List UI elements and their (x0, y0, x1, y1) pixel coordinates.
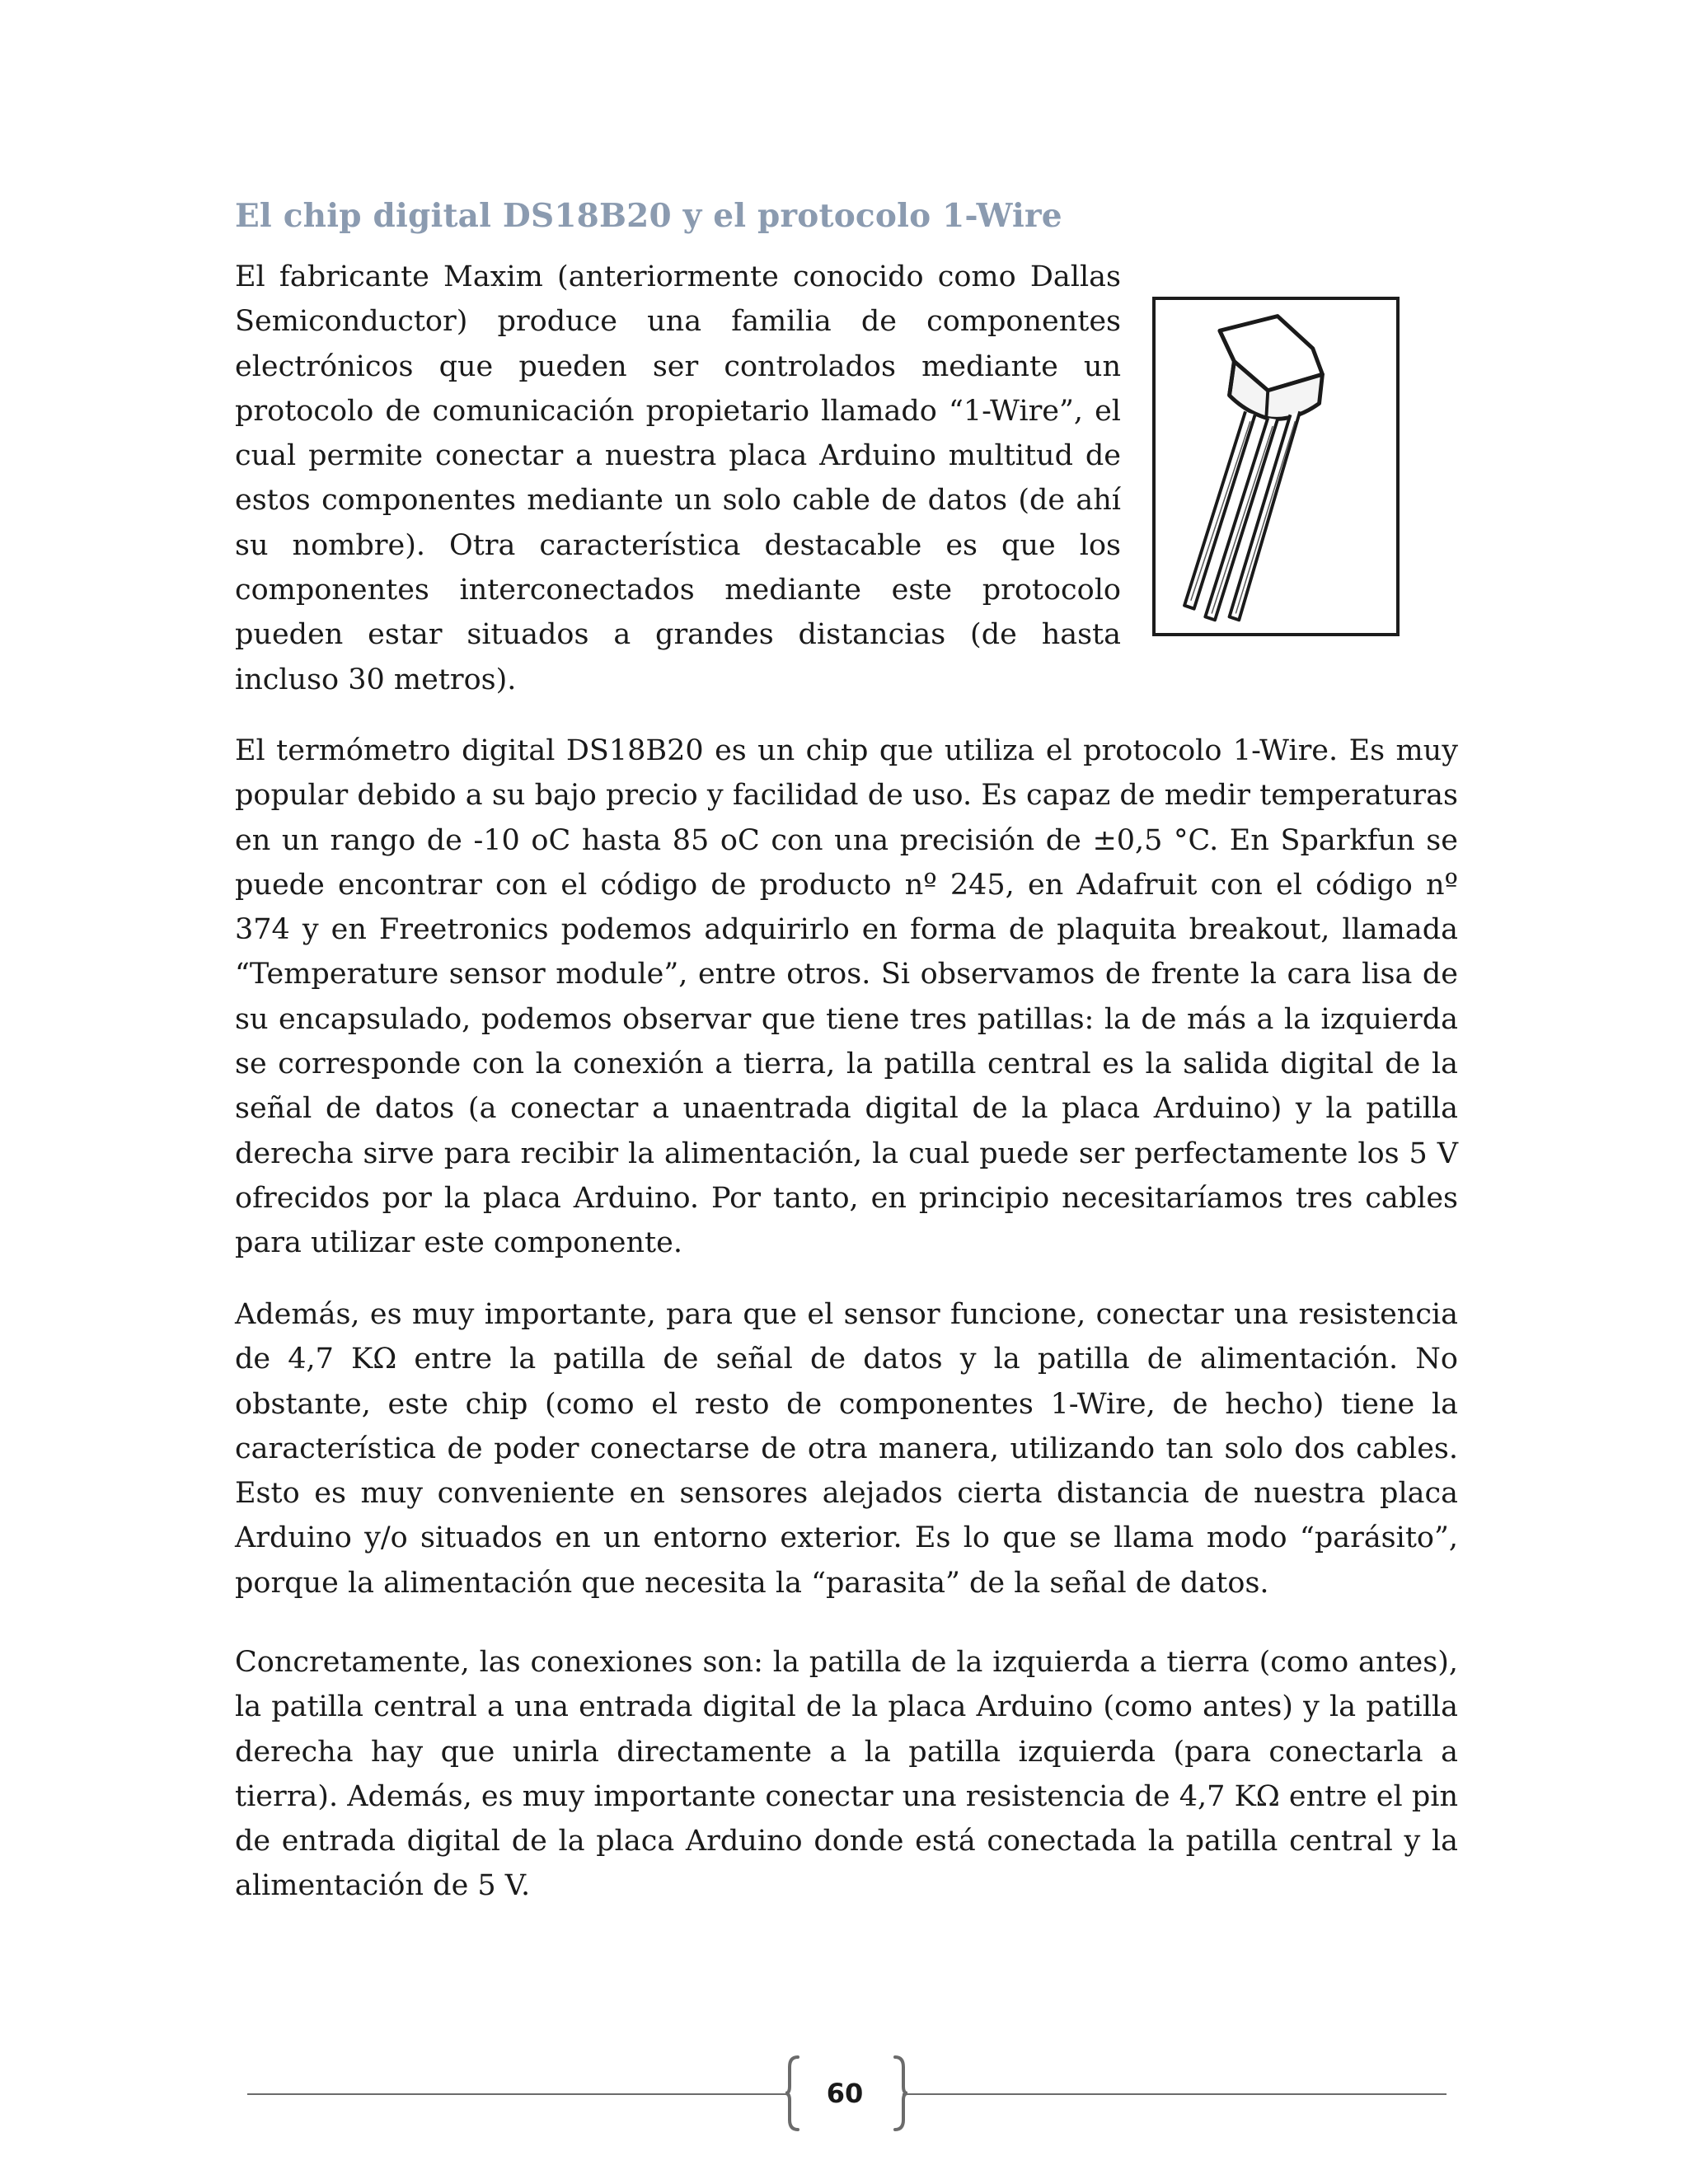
page-number: 60 (826, 2078, 864, 2109)
paragraph-connections: Concretamente, las conexiones son: la patilla de la izquierda a tierra (como antes), la patilla central a una entrada digital de la placa Arduino (como antes) y la patilla derecha hay que unirla directamente a la patilla izquierda (para conectarla a tierra). Además, es muy importante conectar una resistencia de 4,7 KΩ entre el pin de entrada digital de la placa Arduino donde está conectada la patilla central y la alimentación de 5 V. (235, 1646, 1458, 1903)
to92-transistor-package-icon (1156, 300, 1396, 633)
section-heading: El chip digital DS18B20 y el protocolo 1-Wire (235, 197, 1062, 235)
footer-rule-left (247, 2093, 787, 2095)
footer-rule-right (903, 2093, 1447, 2095)
paragraph-resistor: Además, es muy importante, para que el sensor funcione, conectar una resistencia de 4,7 KΩ entre la patilla de señal de datos y la patilla de alimentación. No obstante, este chip (como el resto de componentes 1-Wire, de hecho) tiene la característica de poder conectarse de otra manera, utilizando tan solo dos cables. Esto es muy conveniente en sensores alejados cierta distancia de nuestra placa Arduino y/o situados en un entorno exterior. Es lo que se llama modo “parásito”, porque la alimentación que necesita la “parasita” de la señal de datos. (235, 1298, 1458, 1600)
right-brace-icon (892, 2052, 908, 2135)
ds18b20-figure (1152, 297, 1400, 636)
left-brace-icon (785, 2052, 801, 2135)
paragraph-ds18b20: El termómetro digital DS18B20 es un chip que utiliza el protocolo 1-Wire. Es muy popular debido a su bajo precio y facilidad de uso. Es capaz de medir temperaturas en un rango de -10 oC hasta 85 oC con una precisión de ±0,5 °C. En Sparkfun se puede encontrar con el código de producto nº 245, en Adafruit con el código nº 374 y en Freetronics podemos adquirirlo en forma de plaquita breakout, llamada “Temperature sensor module”, entre otros. Si observamos de frente la cara lisa de su encapsulado, podemos observar que tiene tres patillas: la de más a la izquierda se corresponde con la conexión a tierra, la patilla central es la salida digital de la señal de datos (a conectar a unaentrada digital de la placa Arduino) y la patilla derecha sirve para recibir la alimentación, la cual puede ser perfectamente los 5 V ofrecidos por la placa Arduino. Por tanto, en principio necesitaríamos tres cables para utilizar este componente. (235, 734, 1458, 1260)
paragraph-intro: El fabricante Maxim (anteriormente conocido como Dallas Semiconductor) produce una familia de componentes electrónicos que pueden ser controlados mediante un protocolo de comunicación propietario llamado “1-Wire”, el cual permite conectar a nuestra placa Arduino multitud de estos componentes mediante un solo cable de datos (de ahí su nombre). Otra característica destacable es que los componentes interconectados mediante este protocolo pueden estar situados a grandes distancias (de hasta incluso 30 metros). (235, 260, 1121, 696)
